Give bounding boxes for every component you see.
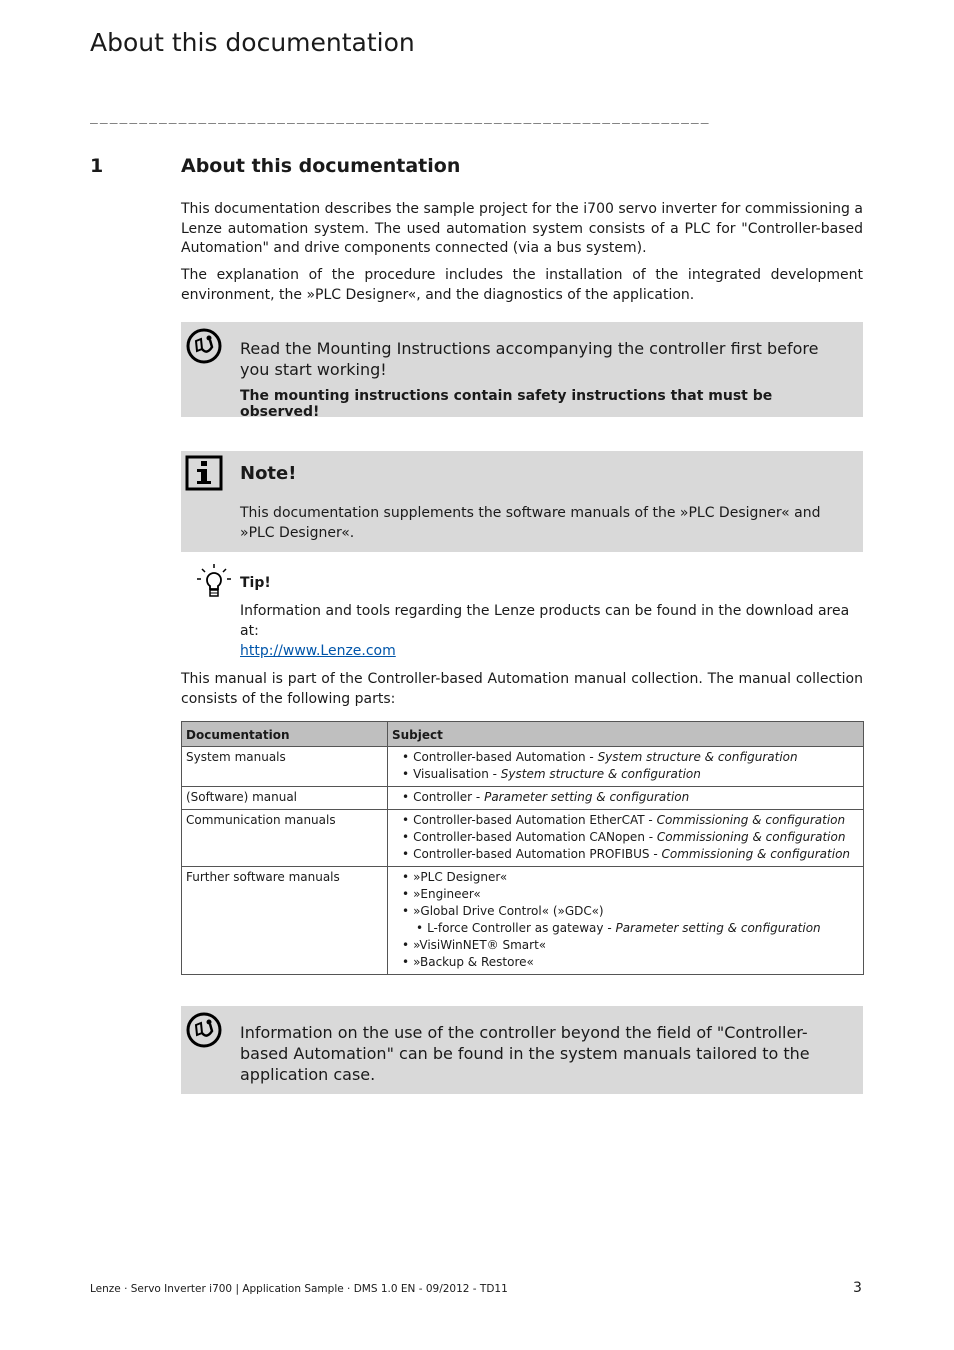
subject-item-italic: Commissioning & configuration xyxy=(656,830,846,844)
tip-text xyxy=(240,601,865,661)
lightbulb-icon xyxy=(196,563,232,603)
table-row xyxy=(182,867,864,975)
documentation-cell: System manuals xyxy=(182,747,388,787)
subject-item-italic: Commissioning & configuration xyxy=(656,813,846,827)
subject-item-text: »Global Drive Control« (»GDC«) xyxy=(413,904,604,918)
subject-item xyxy=(402,869,859,886)
subject-item-italic: System structure & configuration xyxy=(500,767,701,781)
chapter-title: About this documentation xyxy=(181,155,461,177)
column-header-documentation: Documentation xyxy=(182,722,388,747)
subject-list xyxy=(392,789,859,806)
subject-cell xyxy=(388,747,864,787)
subject-list xyxy=(392,812,859,863)
header-dashed-rule: _______________________________________________________________ xyxy=(90,111,711,126)
documentation-table xyxy=(181,721,864,975)
page-header-title: About this documentation xyxy=(90,28,415,57)
info-icon xyxy=(185,455,223,495)
subject-cell xyxy=(388,810,864,867)
read-instructions-icon xyxy=(185,327,223,369)
documentation-cell: Communication manuals xyxy=(182,810,388,867)
page-footer: Lenze · Servo Inverter i700 | Application Sample · DMS 1.0 EN - 09/2012 - TD11 xyxy=(90,1283,508,1295)
documentation-cell: Further software manuals xyxy=(182,867,388,975)
subject-item xyxy=(402,789,859,806)
subject-item-text: »Engineer« xyxy=(413,887,481,901)
subject-item-italic: Parameter setting & configuration xyxy=(615,921,821,935)
read-instructions-box xyxy=(181,322,863,420)
subject-item xyxy=(402,954,859,971)
subject-item-text: Controller-based Automation - xyxy=(413,750,598,764)
subject-list xyxy=(392,749,859,783)
subject-item-text: »PLC Designer« xyxy=(413,870,508,884)
subject-cell xyxy=(388,787,864,810)
subject-list xyxy=(392,869,859,971)
subject-item-italic: System structure & configuration xyxy=(597,750,798,764)
note-text: This documentation supplements the software manuals of the »PLC Designer« and »PLC Designer«. xyxy=(240,505,821,541)
documentation-cell: (Software) manual xyxy=(182,787,388,810)
subject-item-text: »Backup & Restore« xyxy=(413,955,534,969)
read-instructions-icon xyxy=(185,1011,223,1053)
intro-paragraph-2: The explanation of the procedure includes the installation of the integrated development environment, the »PLC Designer«, and the diagnostics of the application. xyxy=(181,267,863,303)
subject-item-text: Controller-based Automation EtherCAT - xyxy=(413,813,657,827)
subject-cell xyxy=(388,867,864,975)
subject-item-text: »VisiWinNET® Smart« xyxy=(413,938,547,952)
subject-item-italic: Parameter setting & configuration xyxy=(484,790,690,804)
manual-collection-intro: This manual is part of the Controller-based Automation manual collection. The manual collection consists of the following parts: xyxy=(181,671,863,707)
subject-item xyxy=(402,829,859,846)
subject-item-text: Controller-based Automation PROFIBUS - xyxy=(413,847,662,861)
subject-item xyxy=(402,766,859,783)
subject-item-text: Visualisation - xyxy=(413,767,501,781)
subject-item-text: L-force Controller as gateway - xyxy=(427,921,616,935)
table-row xyxy=(182,810,864,867)
table-header-row xyxy=(182,722,864,747)
subject-item-italic: Commissioning & configuration xyxy=(661,847,851,861)
tip-label: Tip! xyxy=(240,575,271,591)
application-info-box xyxy=(181,1006,863,1094)
subject-item xyxy=(402,886,859,903)
note-heading: Note! xyxy=(240,463,297,484)
intro-paragraph-1: This documentation describes the sample project for the i700 servo inverter for commissioning a Lenze automation system. The used automation system consists of a PLC for "Controller-based Automation" and drive components connected (via a bus system). xyxy=(181,201,863,256)
lenze-website-link[interactable]: http://www.Lenze.com xyxy=(240,643,396,659)
subject-item xyxy=(402,812,859,829)
column-header-subject: Subject xyxy=(388,722,864,747)
subject-item xyxy=(402,903,859,920)
tip-body: Information and tools regarding the Lenze products can be found in the download area at: xyxy=(240,603,850,639)
table-row xyxy=(182,787,864,810)
application-info-text: Information on the use of the controller beyond the field of "Controller-based Automation" can be found in the system manuals tailored to the application case. xyxy=(240,1023,810,1084)
chapter-number: 1 xyxy=(90,155,104,177)
subject-item xyxy=(402,937,859,954)
read-instructions-bold: The mounting instructions contain safety instructions that must be observed! xyxy=(240,388,773,420)
subject-item-text: Controller-based Automation CANopen - xyxy=(413,830,657,844)
subject-item xyxy=(402,920,859,937)
subject-item xyxy=(402,749,859,766)
note-box xyxy=(181,451,863,552)
subject-item-text: Controller - xyxy=(413,790,485,804)
page-number: 3 xyxy=(853,1280,862,1296)
table-row xyxy=(182,747,864,787)
subject-item xyxy=(402,846,859,863)
read-instructions-text: Read the Mounting Instructions accompanying the controller first before you start working! xyxy=(240,339,819,379)
